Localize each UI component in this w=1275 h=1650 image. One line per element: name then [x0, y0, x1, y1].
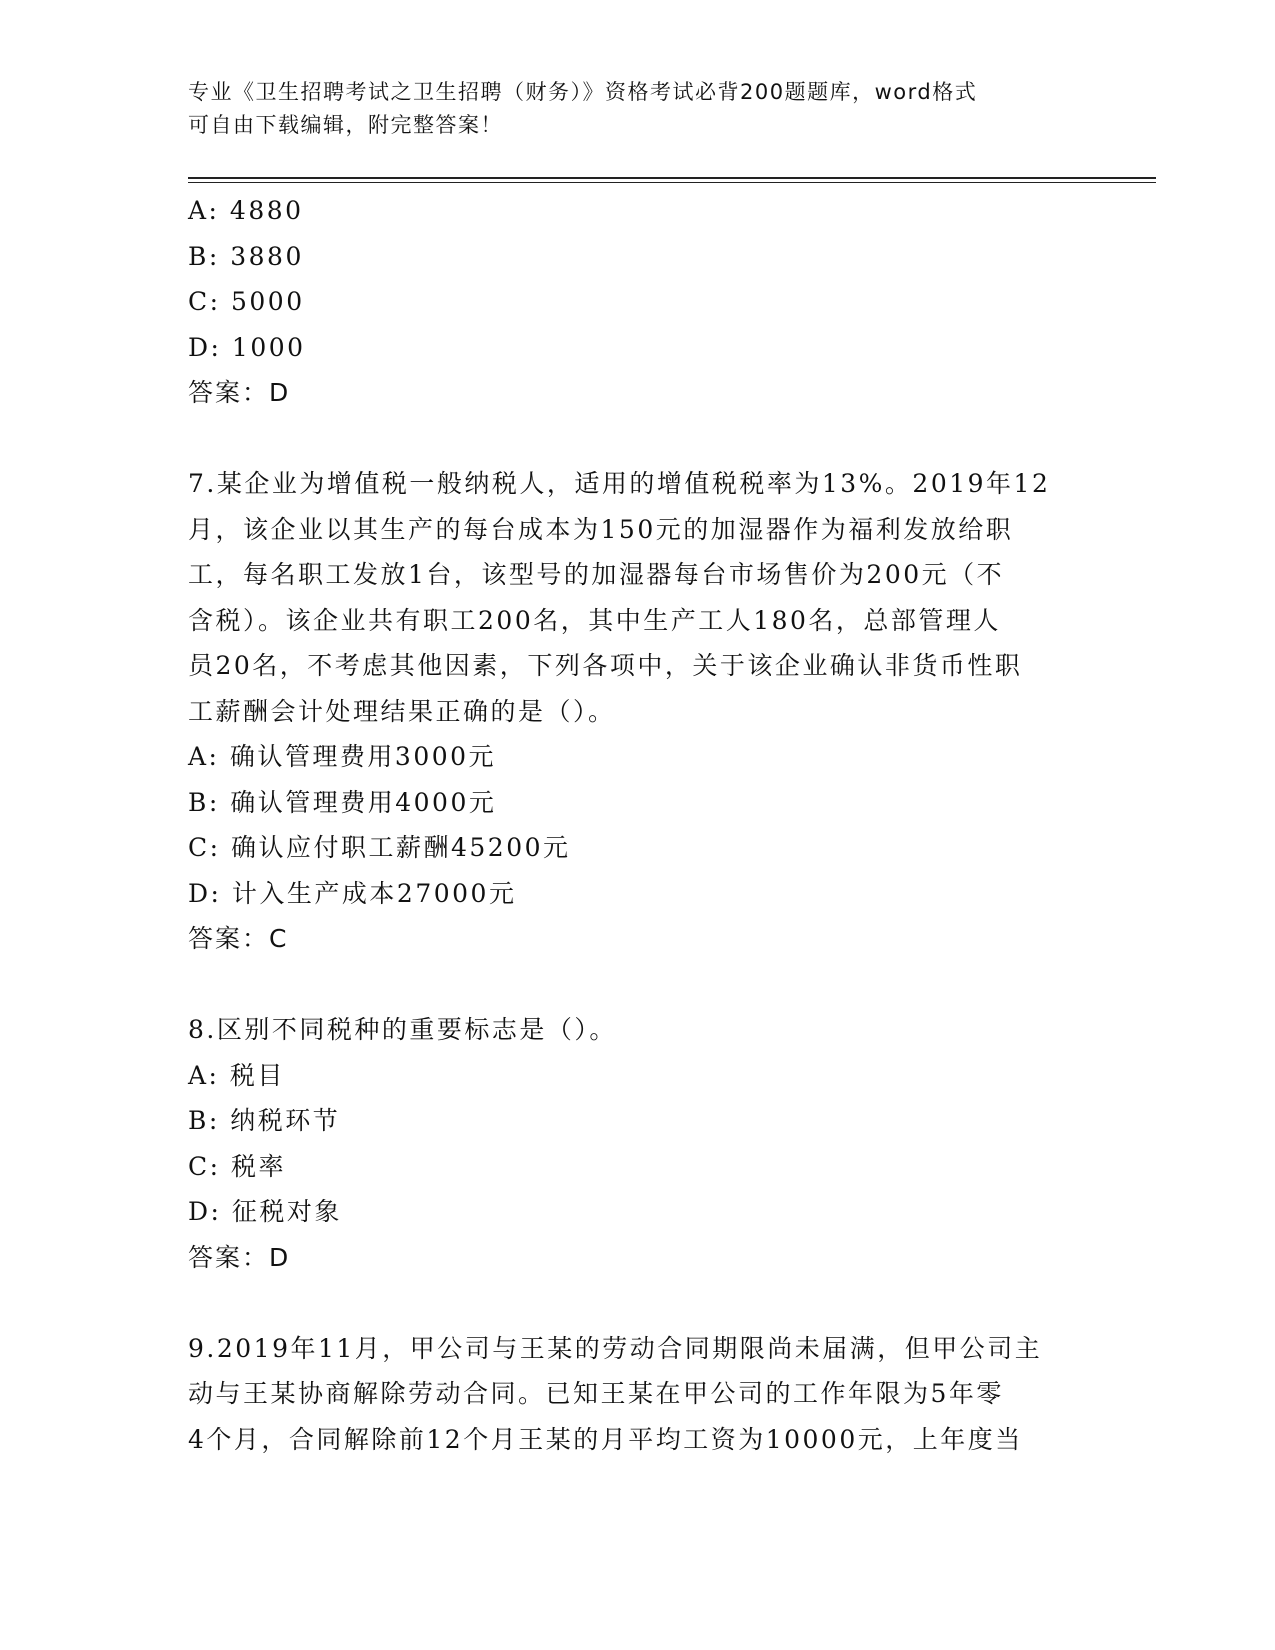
question-spacer [188, 962, 1088, 1008]
question-text-line: 含税）。该企业共有职工200名，其中生产工人180名，总部管理人 [188, 605, 1001, 635]
option-a: A: 4880 [188, 196, 304, 225]
header-divider-thick [188, 177, 1156, 179]
header-line-1: 专业《卫生招聘考试之卫生招聘（财务）》资格考试必背200题题库，word格式 [188, 80, 978, 104]
answer-line: 答案：C [188, 924, 289, 953]
question-text-line: 8.区别不同税种的重要标志是（）。 [188, 1015, 617, 1044]
question-text-line: 7.某企业为增值税一般纳税人，适用的增值税税率为13%。2019年12 [188, 469, 1051, 498]
option-c: C: 5000 [188, 287, 305, 316]
option-c: C: 税率 [188, 1151, 286, 1181]
option-a: A: 税目 [188, 1060, 285, 1090]
question-text-line: 月，该企业以其生产的每台成本为150元的加湿器作为福利发放给职 [188, 514, 1014, 544]
question-text-line: 工薪酬会计处理结果正确的是（）。 [188, 696, 616, 726]
option-c: C: 确认应付职工薪酬45200元 [188, 833, 571, 862]
option-a: A: 确认管理费用3000元 [188, 742, 497, 771]
question-spacer [188, 416, 1088, 462]
question-text-line: 4个月，合同解除前12个月王某的月平均工资为10000元，上年度当 [188, 1424, 1023, 1454]
header-line-2: 可自由下载编辑，附完整答案！ [188, 113, 503, 137]
option-d: D: 计入生产成本27000元 [188, 878, 517, 908]
question-spacer [188, 1280, 1088, 1326]
option-b: B: 确认管理费用4000元 [188, 787, 497, 817]
question-text-line: 员20名，不考虑其他因素，下列各项中，关于该企业确认非货币性职 [188, 651, 1023, 680]
question-text-line: 动与王某协商解除劳动合同。已知王某在甲公司的工作年限为5年零 [188, 1379, 1004, 1408]
question-7 [188, 461, 1088, 962]
question-8 [188, 1007, 1088, 1280]
answer-line: 答案：D [188, 1242, 291, 1272]
header-divider-thin [188, 182, 1156, 183]
option-b: B: 3880 [188, 241, 304, 271]
document-header [188, 76, 1068, 142]
question-text-line: 9.2019年11月，甲公司与王某的劳动合同期限尚未届满，但甲公司主 [188, 1333, 1043, 1363]
answer-line: 答案：D [188, 378, 291, 407]
option-d: D: 1000 [188, 332, 306, 362]
option-d: D: 征税对象 [188, 1197, 342, 1226]
question-6 [188, 188, 1088, 416]
question-text-line: 工，每名职工发放1台，该型号的加湿器每台市场售价为200元（不 [188, 560, 1005, 589]
question-9 [188, 1326, 1088, 1463]
question-list [188, 188, 1088, 1462]
option-b: B: 纳税环节 [188, 1106, 341, 1135]
